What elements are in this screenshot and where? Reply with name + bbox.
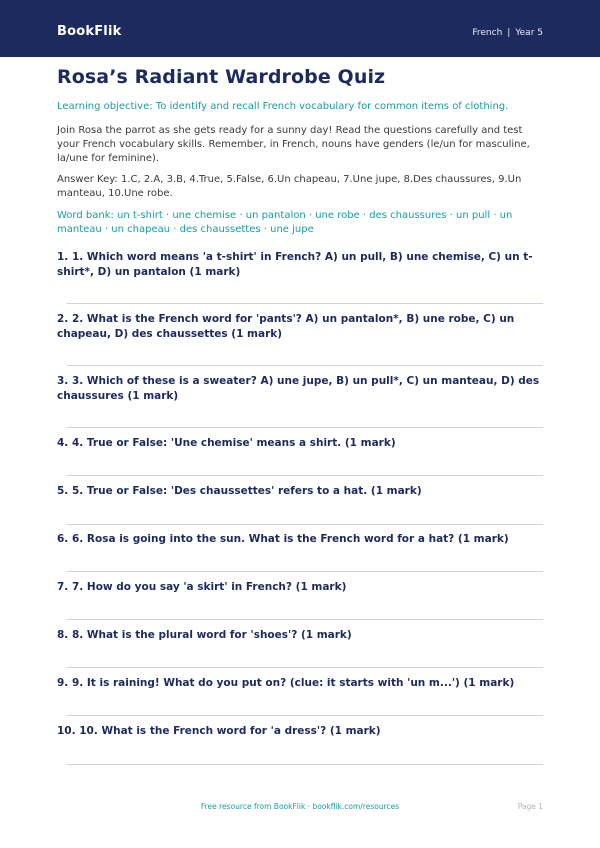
subject-label: French xyxy=(472,28,503,38)
intro-paragraph: Join Rosa the parrot as she gets ready for a sunny day! Read the questions carefully and test your French vocabulary skills. Remember, in French, nouns have genders (le/un for masculine, la/une for feminine). xyxy=(57,125,530,164)
page-header xyxy=(0,0,600,57)
word-bank: Word bank: un t-shirt · une chemise · un pantalon · une robe · des chaussures · un pull · un manteau · un chapeau · des chaussettes · une jupe xyxy=(57,210,513,235)
page-footer xyxy=(0,802,600,816)
question-item xyxy=(57,676,543,724)
worksheet-content xyxy=(57,66,543,772)
question-item xyxy=(57,250,543,312)
question-text: 8. 8. What is the plural word for 'shoes'? (1 mark) xyxy=(57,629,352,641)
answer-line[interactable] xyxy=(67,619,543,620)
separator: | xyxy=(507,28,511,38)
answer-line[interactable] xyxy=(67,715,543,716)
answer-line[interactable] xyxy=(67,365,543,366)
subject-year-label xyxy=(472,28,543,38)
question-item xyxy=(57,312,543,374)
footer-resource-link[interactable]: Free resource from BookFlik · bookflik.com/resources xyxy=(200,802,400,811)
question-item xyxy=(57,484,543,532)
question-text: 4. 4. True or False: 'Une chemise' means a shirt. (1 mark) xyxy=(57,437,396,449)
answer-line[interactable] xyxy=(67,475,543,476)
question-list xyxy=(57,250,543,772)
answer-line[interactable] xyxy=(67,427,543,428)
page-number: Page 1 xyxy=(517,802,543,811)
question-text: 5. 5. True or False: 'Des chaussettes' refers to a hat. (1 mark) xyxy=(57,485,422,497)
answer-line[interactable] xyxy=(67,303,543,304)
question-text: 3. 3. Which of these is a sweater? A) une jupe, B) un pull*, C) un manteau, D) des chaussures (1 mark) xyxy=(57,375,540,402)
page-title: Rosa’s Radiant Wardrobe Quiz xyxy=(57,66,386,88)
learning-objective: Learning objective: To identify and recall French vocabulary for common items of clothing. xyxy=(57,101,509,112)
answer-key: Answer Key: 1.C, 2.A, 3.B, 4.True, 5.False, 6.Un chapeau, 7.Une jupe, 8.Des chaussures, 9.Un manteau, 10.Une robe. xyxy=(57,174,522,199)
question-text: 7. 7. How do you say 'a skirt' in French? (1 mark) xyxy=(57,581,347,593)
question-text: 2. 2. What is the French word for 'pants'? A) un pantalon*, B) une robe, C) un chapeau, D) des chaussettes (1 mark) xyxy=(57,313,515,340)
answer-line[interactable] xyxy=(67,667,543,668)
question-text: 1. 1. Which word means 'a t-shirt' in French? A) un pull, B) une chemise, C) un t-shirt*, D) un pantalon (1 mark) xyxy=(57,251,533,278)
question-item xyxy=(57,628,543,676)
question-item xyxy=(57,580,543,628)
question-item xyxy=(57,532,543,580)
question-item xyxy=(57,724,543,772)
question-item xyxy=(57,374,543,436)
brand-logo-text[interactable]: BookFlik xyxy=(57,24,122,39)
year-label: Year 5 xyxy=(515,28,543,38)
question-text: 10. 10. What is the French word for 'a dress'? (1 mark) xyxy=(57,725,381,737)
answer-line[interactable] xyxy=(67,524,543,525)
question-text: 9. 9. It is raining! What do you put on? (clue: it starts with 'un m...') (1 mark) xyxy=(57,677,515,689)
answer-line[interactable] xyxy=(67,571,543,572)
answer-line[interactable] xyxy=(67,764,543,765)
question-text: 6. 6. Rosa is going into the sun. What is the French word for a hat? (1 mark) xyxy=(57,533,509,545)
question-item xyxy=(57,436,543,484)
